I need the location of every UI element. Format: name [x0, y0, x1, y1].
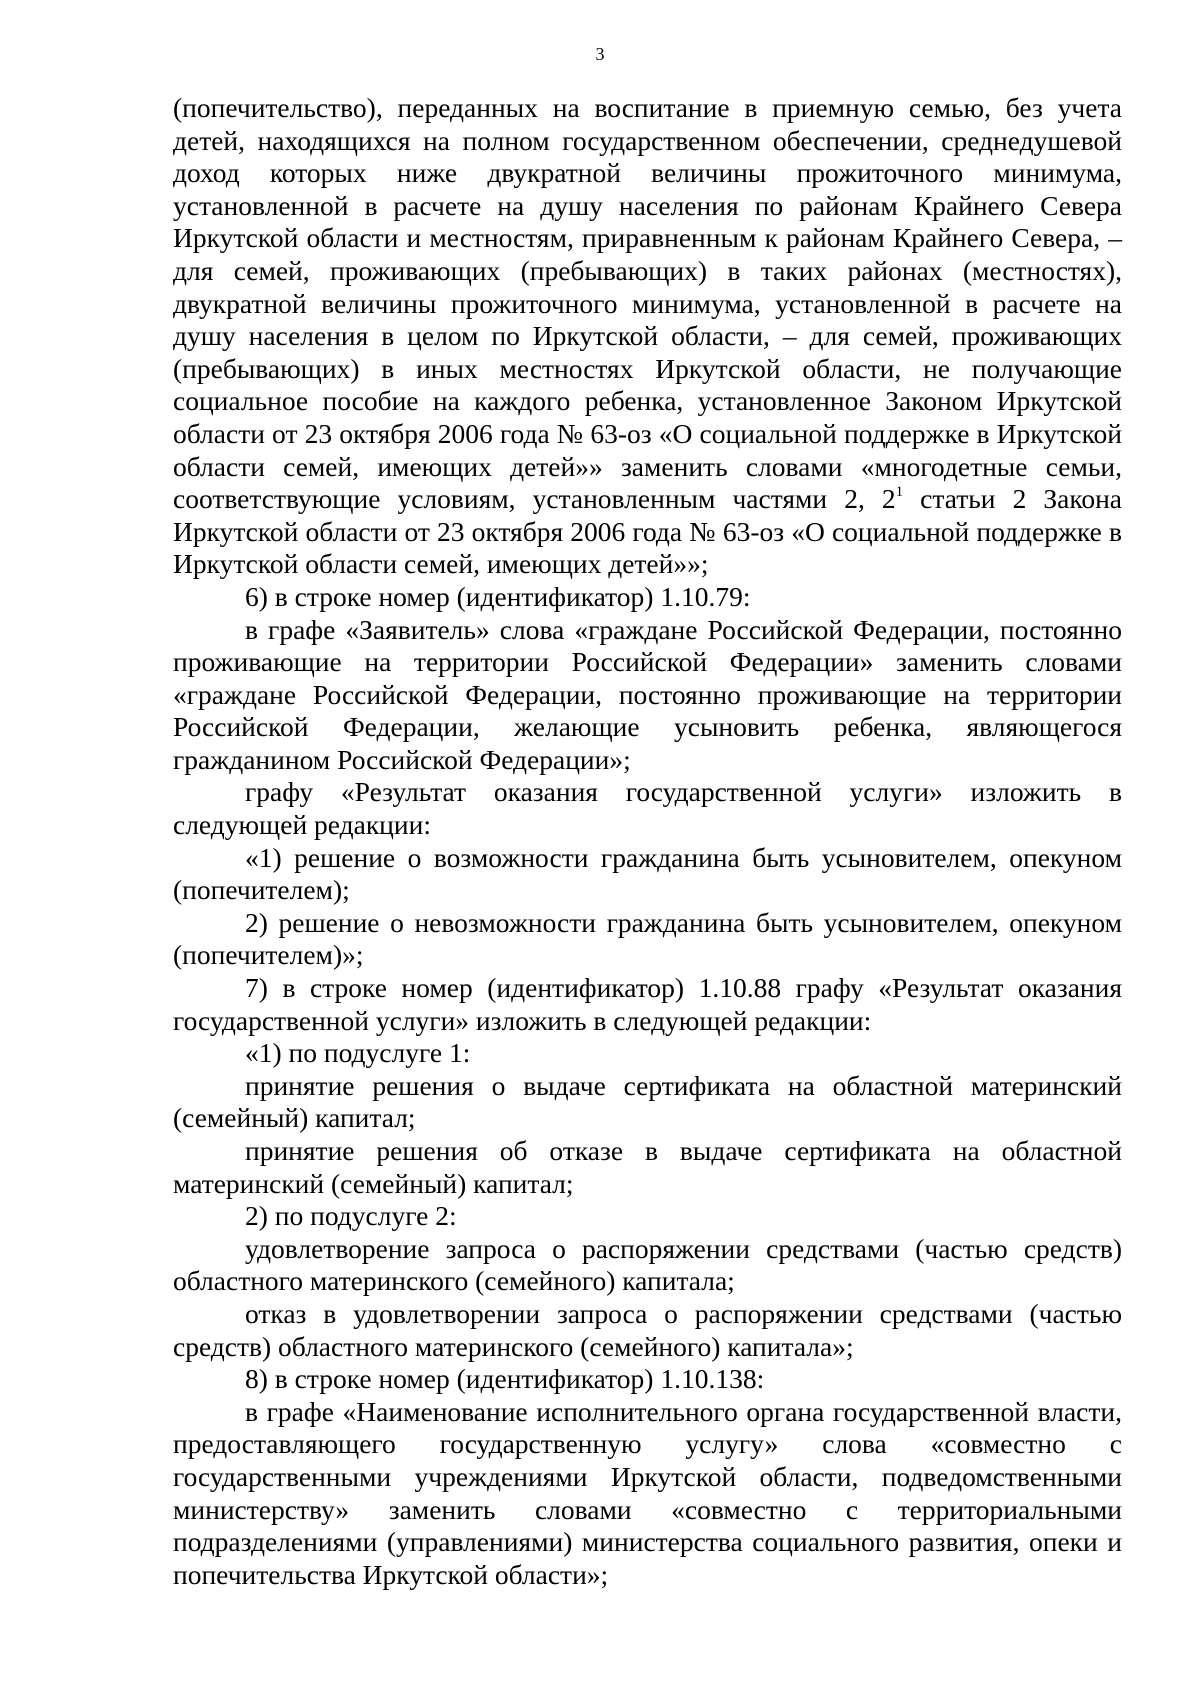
superscript: 1: [895, 483, 904, 500]
paragraph-decision-possible: «1) решение о возможности гражданина быть усыновителем, опекуном (попечителем);: [173, 841, 1122, 906]
paragraph-item-7: 7) в строке номер (идентификатор) 1.10.88 графу «Результат оказания государственной услуги» изложить в следующей редакции:: [173, 972, 1122, 1036]
paragraph-request-satisfied: удовлетворение запроса о распоряжении средствами (частью средств) областного материнского (семейного) капитала;: [173, 1232, 1122, 1297]
page-number: 3: [595, 44, 605, 64]
paragraph-item-8: 8) в строке номер (идентификатор) 1.10.138:: [245, 1363, 765, 1395]
paragraph-authority-name-change: в графе «Наименование исполнительного органа государственной власти, предоставляющего государственную услугу» слова «совместно с государственными учреждениями Иркутской области, подведомственными министерству» заменить словами «совместно с территориальными подразделениями (управлениями) министерства социального развития, опеки и попечительства Иркутской области»;: [173, 1395, 1122, 1590]
paragraph-subservice-1: «1) по подуслуге 1:: [245, 1037, 471, 1069]
paragraph-text: статьи 2 Закона Иркутской области от 23 октября 2006 года № 63-оз «О социальной поддержке в Иркутской области семей, имеющих детей»»;: [173, 483, 1122, 580]
paragraph-request-refused: отказ в удовлетворении запроса о распоряжении средствами (частью средств) областного материнского (семейного) капитала»;: [173, 1297, 1122, 1362]
paragraph-result-column: графу «Результат оказания государственной услуги» изложить в следующей редакции:: [173, 776, 1122, 841]
paragraph-decision-impossible: 2) решение о невозможности гражданина быть усыновителем, опекуном (попечителем)»;: [173, 906, 1122, 971]
paragraph-applicant-change: в графе «Заявитель» слова «граждане Российской Федерации, постоянно проживающие на территории Российской Федерации» заменить словами «граждане Российской Федерации, постоянно проживающие на территории Российской Федерации, желающие усыновить ребенка, являющегося гражданином Российской Федерации»;: [173, 613, 1122, 775]
paragraph-item-6: 6) в строке номер (идентификатор) 1.10.79:: [245, 580, 751, 612]
document-body: [173, 92, 1122, 1591]
paragraph-continued: [173, 92, 1122, 581]
paragraph-text: (попечительство), переданных на воспитание в приемную семью, без учета детей, находящихся на полном государственном обеспечении, среднедушевой доход которых ниже двукратной величины прожиточного минимума, установленной в расчете на душу населения по районам Крайнего Севера Иркутской области и местностям, приравненным к районам Крайнего Севера, – для семей, проживающих (пребывающих) в таких районах (местностях), двукратной величины прожиточного минимума, установленной в расчете на душу населения в целом по Иркутской области, – для семей, проживающих (пребывающих) в иных местностях Иркутской области, не получающие социальное пособие на каждого ребенка, установленное Законом Иркутской области от 23 октября 2006 года № 63-оз «О социальной поддержке в Иркутской области семей, имеющих детей»» заменить словами «многодетные семьи, соответствующие условиям, установленным частями 2, 2: [173, 92, 1122, 515]
paragraph-certificate-refusal: принятие решения об отказе в выдаче сертификата на областной материнский (семейный) капитал;: [173, 1135, 1122, 1199]
paragraph-subservice-2: 2) по подуслуге 2:: [245, 1200, 457, 1232]
paragraph-certificate-issue: принятие решения о выдаче сертификата на областной материнский (семейный) капитал;: [173, 1069, 1122, 1134]
